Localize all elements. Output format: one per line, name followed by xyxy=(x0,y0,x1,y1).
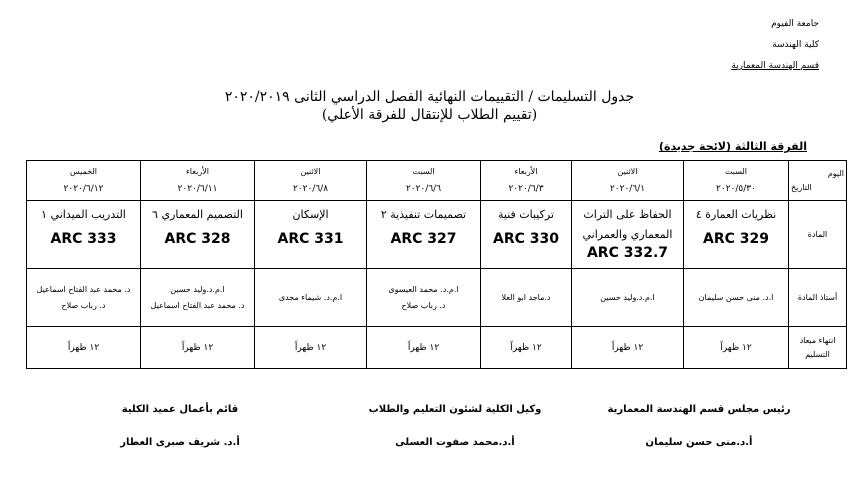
deadline-cell: ١٢ ظهراً xyxy=(141,327,255,369)
institution-header xyxy=(731,14,819,77)
professor-cell: ا.م.د.وليد حسين د. محمد عبد الفتاح اسماعيل xyxy=(141,269,255,327)
date-cell: الاثنين ٢٠٢٠/٦/٨ xyxy=(255,161,367,201)
department-name: قسم الهندسة المعمارية xyxy=(731,61,819,71)
deadline-cell: ١٢ ظهراً xyxy=(684,327,789,369)
professor-cell: ا.م.د. شيماء مجدى xyxy=(255,269,367,327)
schedule-table xyxy=(26,160,847,369)
deadline-cell: ١٢ ظهراً xyxy=(367,327,481,369)
date-cell: السبت ٢٠٢٠/٦/٦ xyxy=(367,161,481,201)
document-title: جدول التسليمات / التقييمات النهائية الفصل الدراسي الثانى ٢٠٢٠/٢٠١٩ xyxy=(224,89,635,105)
deadline-cell: ١٢ ظهراً xyxy=(572,327,684,369)
subject-cell: التدريب الميداني ١ ARC 333 xyxy=(27,201,141,269)
subject-cell: الإسكان ARC 331 xyxy=(255,201,367,269)
deadline-cell: ١٢ ظهراً xyxy=(255,327,367,369)
date-cell: الأربعاء ٢٠٢٠/٦/١١ xyxy=(141,161,255,201)
faculty-name: كلية الهندسة xyxy=(772,40,819,50)
signature-role: قائم بأعمال عميد الكلية xyxy=(121,404,239,415)
deadline-cell: ١٢ ظهراً xyxy=(481,327,572,369)
signature-name: أ.د. شريف صبرى العطار xyxy=(120,437,240,448)
subject-row-label: المادة xyxy=(789,201,847,269)
day-date-header xyxy=(789,161,847,201)
date-cell: الأربعاء ٢٠٢٠/٦/٣ xyxy=(481,161,572,201)
university-name: جامعة الفيوم xyxy=(771,19,819,29)
deadline-row xyxy=(27,327,847,369)
group-label: الفرقة الثالثة (لائحة جديدة) xyxy=(658,140,807,153)
signature-dept-head xyxy=(579,404,819,448)
professor-cell: ا.د. منى حسن سليمان xyxy=(684,269,789,327)
signature-role: رئيس مجلس قسم الهندسة المعمارية xyxy=(607,404,791,415)
date-cell: الاثنين ٢٠٢٠/٦/١ xyxy=(572,161,684,201)
signature-dean xyxy=(70,404,290,448)
date-row xyxy=(27,161,847,201)
signature-name: أ.د.محمد صفوت العسلى xyxy=(395,437,515,448)
subject-row xyxy=(27,201,847,269)
date-cell: السبت ٢٠٢٠/٥/٣٠ xyxy=(684,161,789,201)
professor-cell: ا.م.د.وليد حسين xyxy=(572,269,684,327)
subject-cell: تركيبات فنية ARC 330 xyxy=(481,201,572,269)
subject-cell: تصميمات تنفيذية ٢ ARC 327 xyxy=(367,201,481,269)
deadline-row-label: انتهاء ميعاد التسليم xyxy=(789,327,847,369)
date-cell: الخميس ٢٠٢٠/٦/١٢ xyxy=(27,161,141,201)
professor-cell: د. محمد عبد الفتاح اسماعيل د. رباب صلاح xyxy=(27,269,141,327)
professor-cell: ا.م.د. محمد العيسوى د. رباب صلاح xyxy=(367,269,481,327)
day-label: اليوم xyxy=(827,168,844,178)
signature-name: أ.د.منى حسن سليمان xyxy=(645,437,753,448)
subject-cell: الحفاظ على التراث المعماري والعمراني ARC 332.7 xyxy=(572,201,684,269)
deadline-cell: ١٢ ظهراً xyxy=(27,327,141,369)
signature-vice-dean xyxy=(320,404,590,448)
professor-row-label: أستاذ المادة xyxy=(789,269,847,327)
subject-cell: التصميم المعماري ٦ ARC 328 xyxy=(141,201,255,269)
date-label: التاريخ xyxy=(791,182,812,192)
signature-role: وكيل الكلية لشئون التعليم والطلاب xyxy=(368,404,542,415)
subject-cell: نظريات العمارة ٤ ARC 329 xyxy=(684,201,789,269)
professor-row xyxy=(27,269,847,327)
professor-cell: د.ماجد ابو العلا xyxy=(481,269,572,327)
document-subtitle: (تقييم الطلاب للإنتقال للفرقة الأعلي) xyxy=(321,107,538,123)
